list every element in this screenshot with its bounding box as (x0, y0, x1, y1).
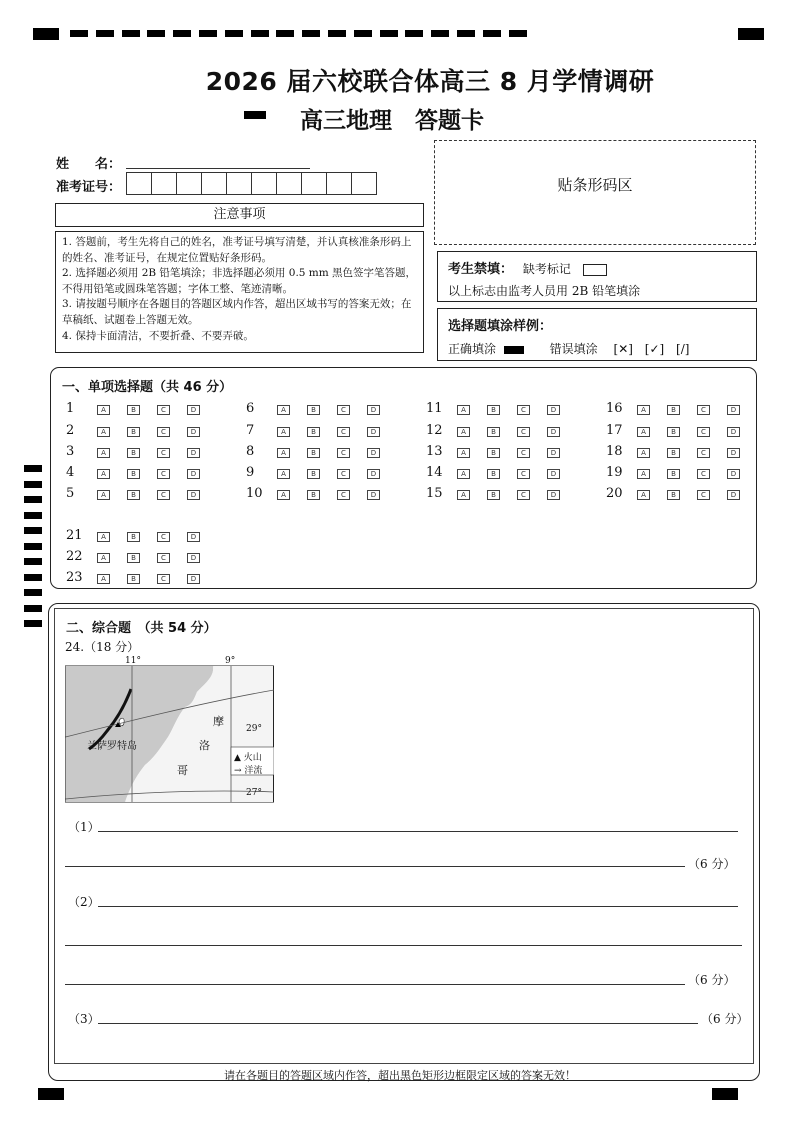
timing-dash (354, 30, 372, 37)
country-label-3: 哥 (177, 764, 188, 777)
answer-bubble-a[interactable]: A (97, 553, 110, 563)
answer-bubble-b[interactable]: B (307, 490, 320, 500)
answer-bubble-d[interactable]: D (367, 405, 380, 415)
question-number: 11 (426, 401, 443, 416)
answer-bubble-b[interactable]: B (127, 405, 140, 415)
answer-bubble-c[interactable]: C (517, 490, 530, 500)
answer-bubble-c[interactable]: C (157, 553, 170, 563)
answer-bubble-a[interactable]: A (637, 469, 650, 479)
answer-bubble-d[interactable]: D (187, 574, 200, 584)
notes-header (55, 203, 424, 227)
id-cell[interactable] (351, 172, 376, 195)
question-24-label: 24.（18 分） (65, 640, 140, 654)
question-number: 9 (246, 465, 255, 480)
island-label: 兰萨罗特岛 (87, 741, 137, 752)
answer-bubble-c[interactable]: C (337, 448, 350, 458)
answer-bubble-c[interactable]: C (157, 532, 170, 542)
answer-bubble-c[interactable]: C (157, 405, 170, 415)
answer-bubble-b[interactable]: B (487, 405, 500, 415)
answer-bubble-c[interactable]: C (337, 405, 350, 415)
absent-mark-text: 缺考标记 (522, 262, 571, 276)
question-number: 7 (246, 423, 255, 438)
answer-bubble-d[interactable]: D (727, 490, 740, 500)
id-cell[interactable] (176, 172, 201, 195)
correct-fill-label: 正确填涂 (448, 342, 497, 356)
answer-bubble-d[interactable]: D (727, 469, 740, 479)
answer-bubble-b[interactable]: B (667, 405, 680, 415)
answer-line[interactable] (98, 906, 738, 907)
answer-bubble-a[interactable]: A (637, 490, 650, 500)
card-subtitle: 高三地理 答题卡 (300, 108, 484, 134)
timing-mark (24, 605, 42, 612)
barcode-area (434, 140, 756, 245)
answer-bubble-a[interactable]: A (97, 469, 110, 479)
notes-title: 注意事项 (213, 207, 266, 222)
question-number: 13 (426, 444, 443, 459)
exam-title: 2026 届六校联合体高三 8 月学情调研 (205, 67, 655, 96)
answer-bubble-a[interactable]: A (457, 490, 470, 500)
reg-mark-bottom-right (712, 1088, 738, 1100)
answer-line[interactable] (98, 831, 738, 832)
answer-bubble-a[interactable]: A (637, 427, 650, 437)
answer-bubble-d[interactable]: D (547, 469, 560, 479)
timing-mark (24, 496, 42, 503)
id-cell[interactable] (226, 172, 251, 195)
question-number: 10 (246, 486, 263, 501)
answer-bubble-b[interactable]: B (127, 574, 140, 584)
answer-bubble-b[interactable]: B (487, 448, 500, 458)
answer-bubble-d[interactable]: D (187, 469, 200, 479)
notes-box (55, 231, 424, 353)
timing-dash (225, 30, 243, 37)
question-number: 5 (66, 486, 75, 501)
answer-bubble-b[interactable]: B (487, 490, 500, 500)
answer-bubble-d[interactable]: D (367, 490, 380, 500)
answer-bubble-a[interactable]: A (457, 427, 470, 437)
answer-bubble-c[interactable]: C (517, 448, 530, 458)
timing-dash (147, 30, 165, 37)
answer-bubble-d[interactable]: D (367, 427, 380, 437)
fill-example-box (437, 308, 757, 361)
absent-checkbox[interactable] (583, 264, 607, 276)
timing-dash (483, 30, 501, 37)
part-3-label: （3） (68, 1012, 100, 1026)
timing-dash (276, 30, 294, 37)
answer-bubble-c[interactable]: C (337, 469, 350, 479)
id-label: 准考证号： (56, 180, 122, 195)
answer-bubble-b[interactable]: B (127, 448, 140, 458)
answer-bubble-b[interactable]: B (667, 490, 680, 500)
question-number: 6 (246, 401, 255, 416)
answer-bubble-b[interactable]: B (127, 490, 140, 500)
answer-bubble-b[interactable]: B (307, 405, 320, 415)
correct-fill-sample (504, 346, 524, 354)
timing-dash (122, 30, 140, 37)
id-cell[interactable] (126, 172, 151, 195)
answer-bubble-a[interactable]: A (277, 490, 290, 500)
answer-bubble-c[interactable]: C (517, 427, 530, 437)
reg-mark-bottom-left (38, 1088, 64, 1100)
answer-bubble-a[interactable]: A (277, 427, 290, 437)
id-cell[interactable] (151, 172, 176, 195)
timing-dash (199, 30, 217, 37)
wrong-mark: [✓] (644, 342, 665, 356)
question-number: 2 (66, 423, 75, 438)
timing-mark (24, 574, 42, 581)
answer-bubble-d[interactable]: D (547, 427, 560, 437)
answer-bubble-c[interactable]: C (697, 405, 710, 415)
question-number: 18 (606, 444, 623, 459)
question-number: 17 (606, 423, 623, 438)
timing-dash (96, 30, 114, 37)
question-number: 16 (606, 401, 623, 416)
barcode-label: 贴条形码区 (557, 176, 633, 194)
answer-bubble-b[interactable]: B (667, 427, 680, 437)
answer-bubble-b[interactable]: B (127, 427, 140, 437)
absent-label: 考生禁填： (448, 262, 514, 277)
answer-bubble-d[interactable]: D (727, 405, 740, 415)
reg-mark-top-right (738, 28, 764, 40)
answer-bubble-b[interactable]: B (307, 469, 320, 479)
question-number: 21 (66, 528, 83, 543)
answer-bubble-a[interactable]: A (97, 405, 110, 415)
id-cell[interactable] (301, 172, 326, 195)
absent-box (437, 251, 757, 302)
name-field[interactable] (126, 168, 310, 169)
timing-dash (70, 30, 88, 37)
timing-dash (328, 30, 346, 37)
reg-mark-top-left (33, 28, 59, 40)
answer-bubble-d[interactable]: D (547, 490, 560, 500)
answer-line[interactable] (65, 945, 742, 946)
question-number: 15 (426, 486, 443, 501)
wrong-mark: [✕] (613, 342, 633, 356)
timing-mark (24, 620, 42, 627)
answer-bubble-c[interactable]: C (697, 469, 710, 479)
id-cell[interactable] (201, 172, 226, 195)
answer-bubble-a[interactable]: A (457, 405, 470, 415)
answer-line[interactable] (65, 866, 685, 867)
answer-line[interactable] (98, 1023, 698, 1024)
timing-dash (457, 30, 475, 37)
answer-bubble-c[interactable]: C (517, 469, 530, 479)
note-item: 1. 答题前，考生先将自己的姓名，准考证号填写清楚，并认真核准条形码上的姓名、准考证号，在规定位置贴好条形码。 (62, 236, 412, 264)
wrong-fill-label: 错误填涂 (549, 342, 598, 356)
answer-bubble-b[interactable]: B (307, 427, 320, 437)
answer-bubble-d[interactable]: D (367, 469, 380, 479)
answer-bubble-a[interactable]: A (97, 490, 110, 500)
part-1-label: （1） (68, 820, 100, 834)
timing-mark (24, 481, 42, 488)
timing-dash (431, 30, 449, 37)
timing-dash (405, 30, 423, 37)
answer-bubble-a[interactable]: A (637, 405, 650, 415)
answer-bubble-d[interactable]: D (187, 448, 200, 458)
map-figure (65, 657, 274, 805)
fill-example-title: 选择题填涂样例： (448, 319, 553, 334)
question-number: 19 (606, 465, 623, 480)
question-number: 14 (426, 465, 443, 480)
note-item: 4. 保持卡面清洁，不要折叠、不要弄破。 (62, 329, 254, 342)
id-cell[interactable] (276, 172, 301, 195)
timing-dash (251, 30, 269, 37)
answer-bubble-d[interactable]: D (187, 405, 200, 415)
timing-dash (380, 30, 398, 37)
answer-bubble-a[interactable]: A (277, 469, 290, 479)
timing-mark (24, 589, 42, 596)
answer-bubble-c[interactable]: C (157, 574, 170, 584)
timing-dash (302, 30, 320, 37)
answer-bubble-b[interactable]: B (127, 553, 140, 563)
timing-dash (509, 30, 527, 37)
answer-bubble-d[interactable]: D (187, 553, 200, 563)
answer-bubble-c[interactable]: C (157, 490, 170, 500)
answer-bubble-d[interactable]: D (187, 532, 200, 542)
legend-current: → 洋流 (234, 766, 263, 776)
note-item: 2. 选择题必须用 2B 铅笔填涂；非选择题必须用 0.5 mm 黑色签字笔答题，不得用铅笔或圆珠笔答题；字体工整、笔迹清晰。 (62, 267, 417, 295)
part-2-label: （2） (68, 895, 100, 909)
answer-bubble-b[interactable]: B (487, 469, 500, 479)
question-number: 22 (66, 549, 83, 564)
timing-dash (173, 30, 191, 37)
timing-mark (24, 558, 42, 565)
map-svg (65, 657, 274, 805)
question-number: 1 (66, 401, 75, 416)
country-label-2: 洛 (199, 739, 210, 752)
answer-bubble-b[interactable]: B (667, 469, 680, 479)
answer-bubble-d[interactable]: D (547, 405, 560, 415)
answer-bubble-a[interactable]: A (97, 448, 110, 458)
answer-bubble-a[interactable]: A (97, 574, 110, 584)
answer-bubble-a[interactable]: A (457, 469, 470, 479)
answer-bubble-a[interactable]: A (457, 448, 470, 458)
answer-bubble-c[interactable]: C (157, 448, 170, 458)
footer-warning: 请在各题目的答题区域内作答，超出黑色矩形边框限定区域的答案无效！ (224, 1069, 576, 1082)
answer-bubble-d[interactable]: D (547, 448, 560, 458)
lat-label-27: 27° (246, 788, 262, 798)
question-number: 4 (66, 465, 75, 480)
answer-bubble-c[interactable]: C (157, 427, 170, 437)
answer-bubble-c[interactable]: C (697, 427, 710, 437)
answer-bubble-a[interactable]: A (97, 532, 110, 542)
answer-bubble-a[interactable]: A (277, 448, 290, 458)
lat-label-29: 29° (246, 724, 262, 734)
answer-bubble-b[interactable]: B (127, 532, 140, 542)
answer-line[interactable] (65, 984, 685, 985)
answer-bubble-a[interactable]: A (97, 427, 110, 437)
answer-bubble-d[interactable]: D (727, 427, 740, 437)
answer-bubble-d[interactable]: D (727, 448, 740, 458)
legend-volcano: ▲ 火山 (234, 753, 262, 763)
lon-label-9: 9° (225, 656, 236, 666)
timing-mark (24, 543, 42, 550)
answer-bubble-d[interactable]: D (187, 490, 200, 500)
question-number: 20 (606, 486, 623, 501)
part-3-score: （6 分） (701, 1012, 749, 1026)
answer-bubble-a[interactable]: A (637, 448, 650, 458)
question-number: 3 (66, 444, 75, 459)
part-2-score: （6 分） (688, 973, 736, 987)
id-cell[interactable] (326, 172, 351, 195)
absent-note: 以上标志由监考人员用 2B 铅笔填涂 (448, 284, 641, 298)
section2-title: 二、综合题 （共 54 分） (66, 621, 217, 636)
id-cell[interactable] (251, 172, 276, 195)
section1-title: 一、单项选择题（共 46 分） (62, 380, 233, 395)
answer-bubble-c[interactable]: C (697, 490, 710, 500)
answer-bubble-b[interactable]: B (667, 448, 680, 458)
answer-bubble-c[interactable]: C (337, 427, 350, 437)
answer-bubble-c[interactable]: C (697, 448, 710, 458)
question-number: 12 (426, 423, 443, 438)
country-label-1: 摩 (213, 715, 224, 728)
part-1-score: （6 分） (688, 857, 736, 871)
wrong-mark: [/] (676, 342, 690, 356)
timing-mark (24, 465, 42, 472)
question-number: 8 (246, 444, 255, 459)
lon-label-11: 11° (125, 656, 141, 666)
answer-bubble-b[interactable]: B (307, 448, 320, 458)
answer-bubble-d[interactable]: D (187, 427, 200, 437)
answer-bubble-c[interactable]: C (157, 469, 170, 479)
note-item: 3. 请按题号顺序在各题目的答题区域内作答，超出区域书写的答案无效；在草稿纸、试题卷上答题无效。 (62, 298, 412, 326)
answer-bubble-b[interactable]: B (487, 427, 500, 437)
timing-mark (24, 512, 42, 519)
id-number-boxes[interactable] (126, 172, 377, 195)
answer-bubble-c[interactable]: C (517, 405, 530, 415)
answer-bubble-b[interactable]: B (127, 469, 140, 479)
timing-mark (24, 527, 42, 534)
question-number: 23 (66, 570, 83, 585)
name-label: 姓 名： (56, 157, 122, 172)
form-marker (244, 111, 266, 119)
answer-bubble-c[interactable]: C (337, 490, 350, 500)
answer-bubble-d[interactable]: D (367, 448, 380, 458)
answer-bubble-a[interactable]: A (277, 405, 290, 415)
